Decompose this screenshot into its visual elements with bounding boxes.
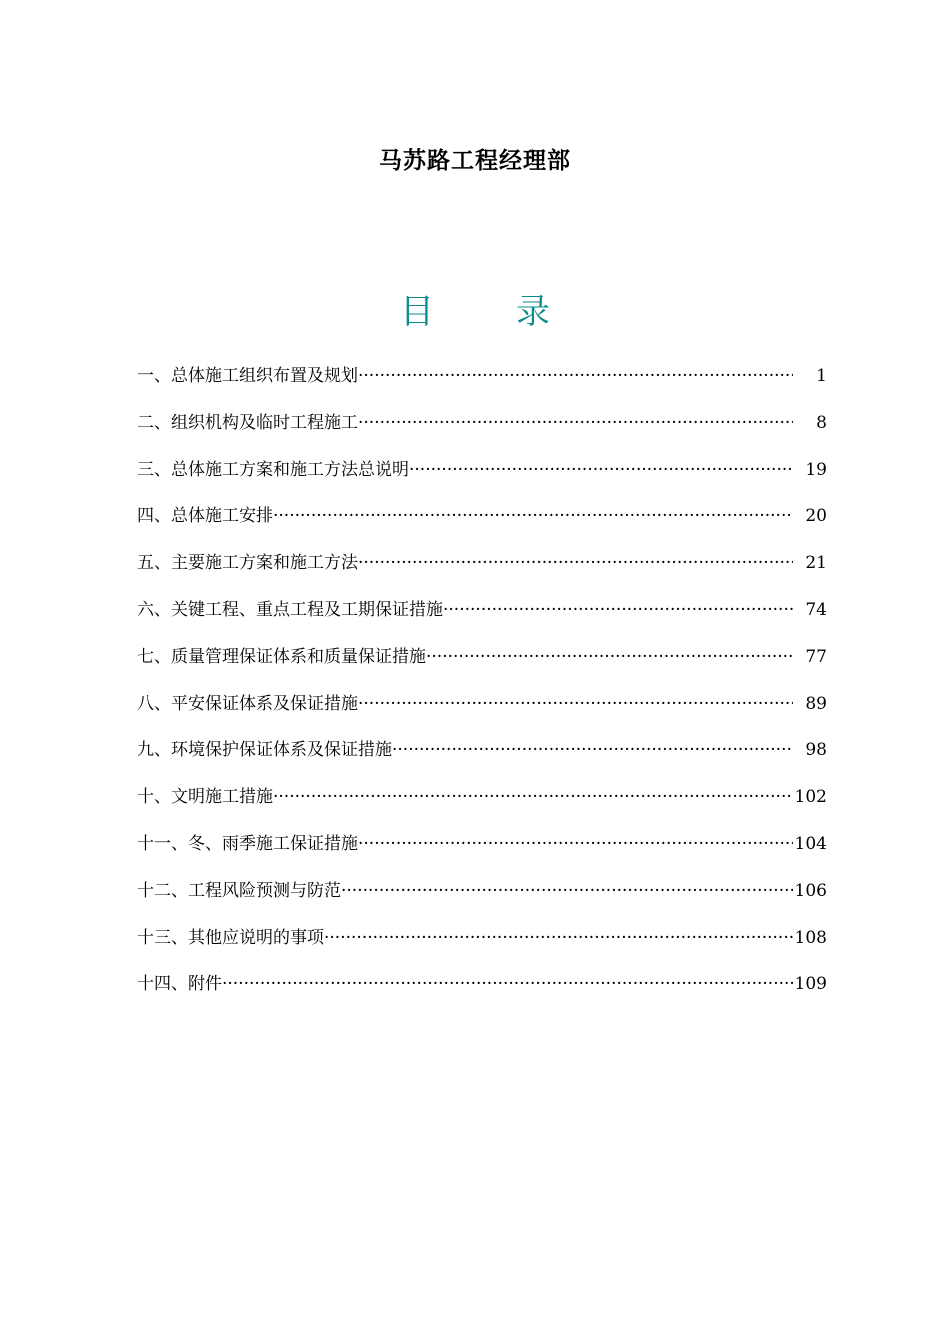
toc-entry[interactable] (137, 643, 827, 690)
toc-entry-page: 77 (805, 646, 827, 667)
toc-heading-right: 录 (516, 292, 550, 332)
toc-dot-leader (358, 549, 793, 577)
toc-entry-label: 八、平安保证体系及保证措施 (137, 693, 358, 714)
toc-entry-label: 七、质量管理保证体系和质量保证措施 (137, 646, 426, 667)
toc-entry[interactable] (137, 549, 827, 596)
toc-heading (0, 284, 950, 333)
toc-entry-page: 21 (805, 553, 827, 574)
toc-entry-label: 十一、冬、雨季施工保证措施 (137, 833, 358, 854)
toc-entry-label: 九、环境保护保证体系及保证措施 (137, 740, 392, 761)
department-title: 马苏路工程经理部 (379, 148, 571, 174)
toc-entry-label: 二、组织机构及临时工程施工 (137, 412, 358, 433)
toc-entry-page: 8 (816, 412, 827, 433)
toc-entry-page: 104 (794, 833, 827, 854)
toc-dot-leader (358, 830, 793, 858)
table-of-contents (137, 362, 827, 1017)
toc-entry-label: 十二、工程风险预测与防范 (137, 880, 341, 901)
toc-entry[interactable] (137, 409, 827, 456)
toc-entry[interactable] (137, 736, 827, 783)
toc-entry-page: 1 (816, 366, 827, 386)
toc-entry[interactable] (137, 502, 827, 549)
toc-entry[interactable] (137, 362, 827, 409)
toc-entry[interactable] (137, 690, 827, 737)
toc-dot-leader (409, 456, 793, 484)
toc-dot-leader (426, 643, 793, 671)
toc-entry[interactable] (137, 970, 827, 1017)
toc-entry-label: 六、关键工程、重点工程及工期保证措施 (137, 599, 443, 620)
toc-entry-label: 十三、其他应说明的事项 (137, 927, 324, 948)
toc-dot-leader (392, 736, 793, 764)
toc-entry-label: 十、文明施工措施 (137, 787, 273, 808)
toc-entry[interactable] (137, 830, 827, 877)
toc-entry-page: 89 (805, 693, 827, 714)
toc-entry[interactable] (137, 924, 827, 971)
toc-dot-leader (273, 502, 793, 530)
toc-entry[interactable] (137, 783, 827, 830)
toc-entry-label: 五、主要施工方案和施工方法 (137, 553, 358, 574)
toc-dot-leader (273, 783, 793, 811)
toc-entry-page: 102 (794, 787, 827, 808)
toc-dot-leader (341, 877, 793, 905)
toc-entry-label: 四、总体施工安排 (137, 506, 273, 527)
toc-dot-leader (222, 970, 793, 998)
toc-entry-page: 106 (794, 880, 827, 901)
toc-entry-page: 108 (794, 927, 827, 948)
toc-entry-page: 98 (805, 740, 827, 761)
toc-dot-leader (358, 362, 793, 390)
toc-entry-label: 三、总体施工方案和施工方法总说明 (137, 459, 409, 480)
toc-entry[interactable] (137, 877, 827, 924)
toc-entry-page: 20 (805, 506, 827, 527)
toc-dot-leader (358, 690, 793, 718)
toc-entry-label: 一、总体施工组织布置及规划 (137, 366, 358, 386)
toc-dot-leader (358, 409, 793, 437)
toc-entry-page: 74 (805, 599, 827, 620)
toc-entry-label: 十四、附件 (137, 974, 222, 995)
toc-heading-left: 目 (400, 292, 434, 332)
toc-entry-page: 109 (794, 974, 827, 995)
toc-entry-page: 19 (805, 459, 827, 480)
toc-dot-leader (443, 596, 793, 624)
toc-dot-leader (324, 924, 793, 952)
toc-entry[interactable] (137, 596, 827, 643)
toc-entry[interactable] (137, 456, 827, 503)
